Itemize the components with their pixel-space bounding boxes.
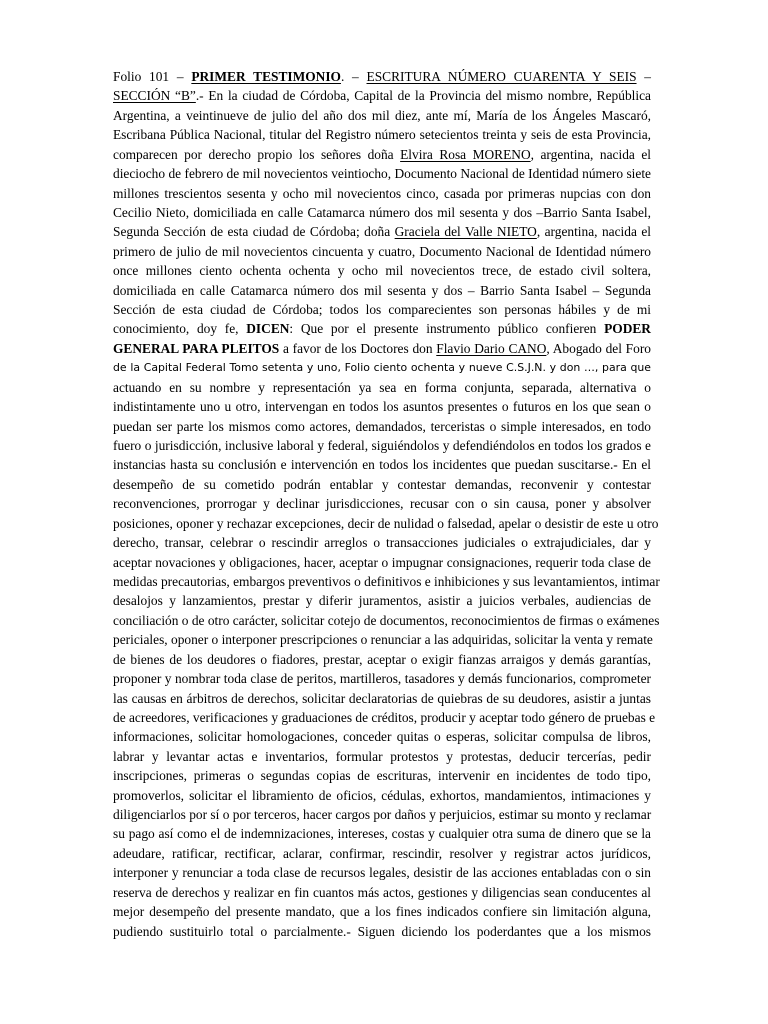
text-line: [113, 514, 659, 533]
text-segment: derecho, transar, celebrar o rescindir arreglos o transacciones judiciales o extrajudiciales, dar y: [113, 535, 651, 551]
text-segment: posiciones, oponer y rechazar excepciones, decir de nulidad o falsedad, apelar o desistir de este u otro: [113, 515, 659, 531]
text-line: [113, 455, 651, 474]
text-line: [113, 844, 651, 863]
text-segment: a favor de los Doctores don: [279, 340, 437, 356]
text-line: [113, 611, 660, 630]
text-line: [113, 922, 651, 941]
text-line: [113, 436, 651, 455]
text-segment: de acreedores, verificaciones y graduaciones de créditos, producir y aceptar todo género de pruebas e: [113, 709, 656, 725]
text-line: [113, 766, 651, 785]
text-line: [113, 727, 651, 746]
text-line: [113, 533, 651, 552]
text-line: [113, 572, 660, 591]
text-segment: Argentina, a veintinueve de julio del año dos mil diez, ante mí, María de los Ángeles Mascaró,: [113, 107, 651, 123]
text-line: [113, 805, 651, 824]
text-segment: Cecilio Nieto, domiciliada en calle Catamarca número dos mil sesenta y dos –Barrio Santa Isabel,: [113, 204, 651, 220]
text-line: [113, 824, 651, 843]
text-line: [113, 786, 651, 805]
text-segment: Segunda Sección de esta ciudad de Córdoba; doña: [113, 224, 395, 240]
text-segment: Folio 101 –: [113, 69, 192, 84]
text-segment: primero de julio de mil novecientos cincuenta y cuatro, Documento Nacional de Identidad número: [113, 243, 651, 259]
text-line: [113, 67, 651, 86]
bold-text: DICEN: [246, 321, 290, 337]
text-line: [113, 164, 651, 183]
text-segment: pudiendo sustituirlo total o parcialmente.- Siguen diciendo los poderdantes que a los mismos: [113, 923, 651, 939]
text-line: [113, 184, 651, 203]
text-line: [113, 475, 651, 494]
text-segment: aceptar novaciones y obligaciones, hacer, aceptar o impugnar consignaciones, requerir toda clase de: [113, 554, 651, 570]
text-segment: labrar y levantar actas e inventarios, formular protestos y protestas, deducir tercerías, pedir: [113, 748, 651, 764]
text-segment: interponer y renunciar a toda clase de recursos legales, desistir de las acciones entabladas con o sin: [113, 865, 651, 881]
text-line: [113, 863, 651, 882]
text-line: [113, 883, 651, 902]
text-line: [113, 106, 651, 125]
text-segment: actuando en su nombre y representación ya sea en forma conjunta, separada, alternativa o: [113, 379, 651, 395]
text-segment: domiciliada en calle Catamarca número dos mil sesenta y dos – Barrio Santa Isabel – Segunda: [113, 282, 651, 298]
text-segment: diligenciarlos por sí o por terceros, hacer cargos por daños y perjuicios, estimar su monto y reclamar: [113, 807, 652, 823]
text-line: [113, 261, 651, 280]
text-line: [113, 242, 651, 261]
text-line: [113, 397, 651, 416]
text-segment: . –: [340, 69, 367, 84]
underlined-text: Graciela del Valle NIETO: [394, 224, 537, 240]
text-line: [113, 145, 651, 164]
text-line: [113, 708, 656, 727]
text-line: [113, 125, 651, 144]
text-segment: puedan ser parte los mismos como actores, demandados, terceristas o simple interesados, en todo: [113, 418, 651, 434]
text-segment: su pago así como el de indemnizaciones, intereses, costas y cualquier otra suma de dinero que se la: [113, 826, 651, 842]
text-line: [113, 281, 651, 300]
text-line: [113, 689, 651, 708]
text-segment: , argentina, nacida el: [530, 146, 651, 162]
text-line: [113, 378, 651, 397]
text-segment: .- En la ciudad de Córdoba, Capital de la Provincia del mismo nombre, República: [195, 88, 651, 104]
text-segment: medidas precautorias, embargos preventivos o definitivos e inhibiciones y sus levantamientos, intimar: [113, 573, 660, 589]
underlined-text: SECCIÓN “B”: [113, 88, 196, 104]
text-segment: fuero o jurisdicción, inclusive laboral y federal, siguiéndolos y defendiéndolos en todos los grados e: [113, 438, 651, 454]
bold-text: GENERAL PARA PLEITOS: [113, 340, 280, 356]
text-line: [113, 591, 651, 610]
text-segment: , argentina, nacida el: [536, 224, 651, 240]
underlined-text: Elvira Rosa MORENO: [400, 146, 531, 162]
text-segment: indistintamente uno u otro, intervengan en todos los asuntos presentes o futuros en los que sean o: [113, 399, 651, 415]
text-line: [113, 319, 651, 338]
text-segment: mejor desempeño del presente mandato, que a los fines indicados confiere sin limitación alguna,: [113, 904, 651, 920]
text-segment: proponer y nombrar toda clase de peritos, martilleros, tasadores y demás funcionarios, comprometer: [113, 671, 651, 687]
text-segment: adeudare, ratificar, rectificar, aclarar, confirmar, rescindir, resolver y registrar actos jurídicos,: [113, 845, 651, 861]
text-segment: informaciones, solicitar homologaciones, conceder quitas o esperas, solicitar compulsa de libros,: [113, 729, 651, 745]
text-line: [113, 358, 651, 377]
text-line: [113, 86, 651, 105]
text-segment: de bienes de los deudores o fiadores, prestar, aceptar o exigir fianzas arraigos y demás garantías,: [113, 651, 651, 667]
text-segment: las causas en árbitros de derechos, solicitar declaratorias de quiebras de su deudores, asistir a juntas: [113, 690, 651, 706]
text-line: [113, 203, 651, 222]
text-segment: millones trescientos sesenta y ocho mil novecientos cinco, casada por primeras nupcias con don: [113, 185, 651, 201]
text-line: [113, 669, 651, 688]
text-line: [113, 417, 651, 436]
text-line: [113, 222, 651, 241]
text-segment: once millones ciento ochenta ochenta y ocho mil novecientos trece, de estado civil soltera,: [113, 263, 651, 279]
text-segment: conciliación o de otro carácter, solicitar cotejo de documentos, reconocimientos de firmas o exámenes: [113, 612, 660, 628]
text-segment: , Abogado del Foro: [546, 340, 651, 356]
text-segment: de la Capital Federal Tomo setenta y uno, Folio ciento ochenta y nueve C.S.J.N. y don …, para que: [113, 361, 651, 375]
text-line: [113, 902, 651, 921]
text-segment: inscripciones, primeras o segundas copias de escrituras, intervenir en incidentes de todo tipo,: [113, 768, 651, 784]
underlined-text: ESCRITURA NÚMERO CUARENTA Y SEIS: [366, 69, 637, 84]
text-segment: instancias hasta su conclusión e intervención en todos los incidentes que puedan suscitarse.- En el: [113, 457, 651, 473]
underlined-text: Flavio Dario CANO: [436, 340, 547, 356]
text-line: [113, 553, 651, 572]
text-segment: periciales, oponer o interponer prescripciones o renunciar a las adquiridas, solicitar la venta y remate: [113, 632, 653, 648]
text-segment: dieciocho de febrero de mil novecientos veintiocho, Documento Nacional de Identidad número siete: [113, 166, 651, 182]
text-segment: –: [636, 69, 651, 84]
text-line: [113, 630, 651, 649]
text-line: [113, 300, 651, 319]
text-segment: Sección de esta ciudad de Córdoba; todos los comparecientes son personas hábiles y de mi: [113, 302, 651, 318]
text-segment: : Que por el presente instrumento público confieren: [289, 321, 605, 337]
text-segment: Escribana Pública Nacional, titular del Registro número setecientos treinta y seis de esta Provincia,: [113, 127, 651, 143]
text-segment: reserva de derechos y realizar en fin cuantos más actos, gestiones y diligencias sean conducentes al: [113, 884, 651, 900]
text-line: [113, 650, 651, 669]
document-body: [113, 67, 660, 941]
text-line: [113, 494, 651, 513]
text-line: [113, 339, 651, 358]
underlined-text: PRIMER TESTIMONIO: [191, 69, 341, 84]
text-segment: conocimiento, doy fe,: [113, 321, 247, 337]
text-segment: comparecen por derecho propio los señores doña: [113, 146, 401, 162]
text-segment: desalojos y lanzamientos, prestar y diferir juramentos, asistir a juicios verbales, audiencias de: [113, 593, 651, 609]
text-segment: desempeño de su cometido podrán entablar y contestar demandas, reconvenir y contestar: [113, 476, 651, 492]
bold-text: PODER: [604, 321, 651, 337]
text-segment: reconvenciones, prorrogar y declinar jurisdicciones, recusar con o sin causa, poner y absolver: [113, 496, 651, 512]
text-segment: promoverlos, solicitar el libramiento de oficios, cédulas, exhortos, mandamientos, intimaciones y: [113, 787, 651, 803]
text-line: [113, 747, 651, 766]
